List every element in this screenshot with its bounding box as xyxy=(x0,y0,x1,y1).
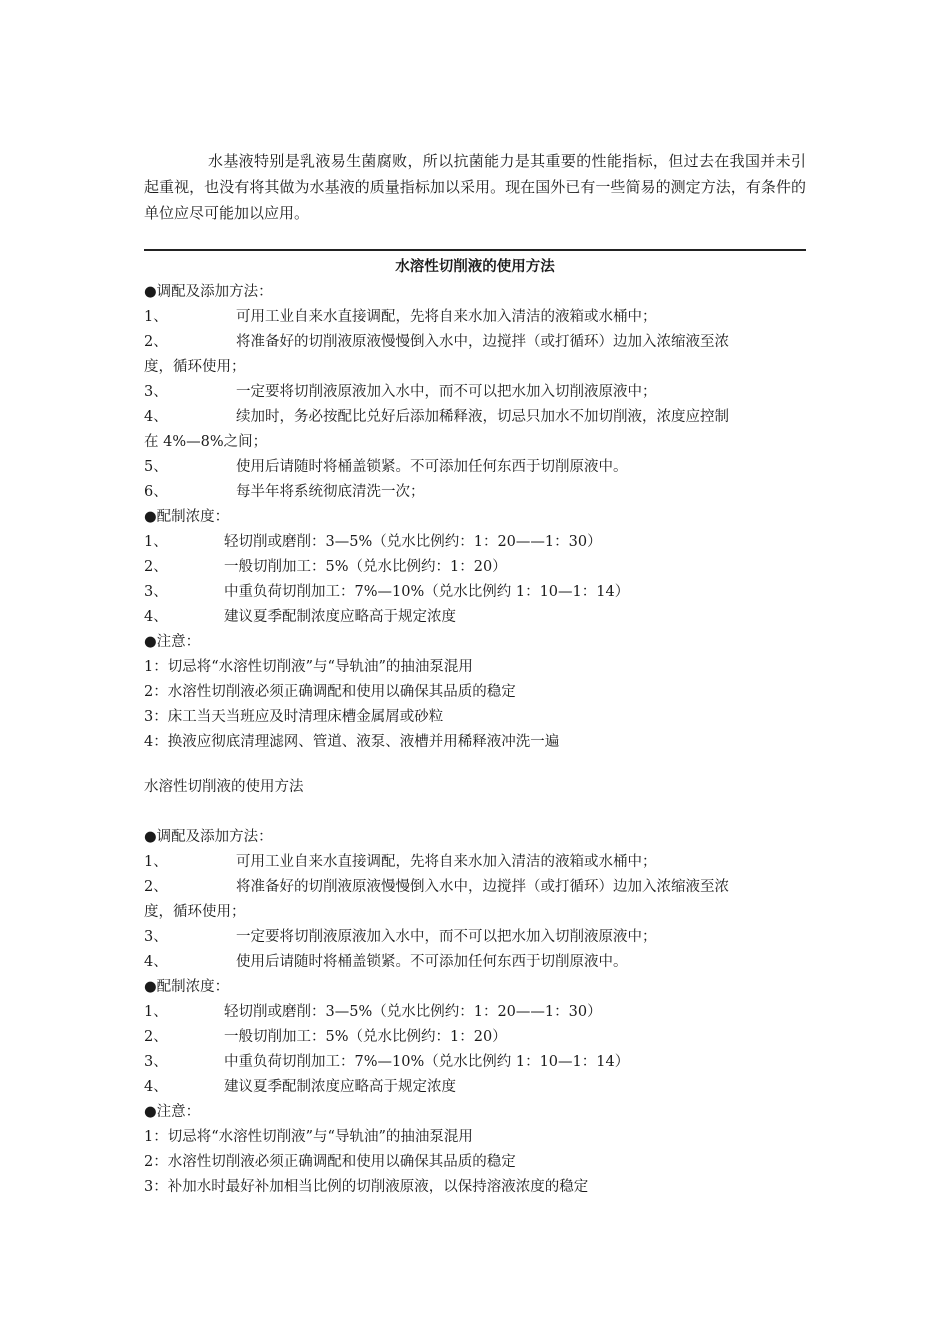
mix-heading: ●调配及添加方法： xyxy=(144,829,273,845)
list-item-continuation: 度，循环使用； xyxy=(144,904,246,920)
list-item: 4、 建议夏季配制浓度应略高于规定浓度 xyxy=(144,609,456,625)
mix-heading: ●调配及添加方法： xyxy=(144,284,273,300)
list-item: 5、 使用后请随时将桶盖锁紧。不可添加任何东西于切削原液中。 xyxy=(144,459,628,475)
intro-paragraph-wrap xyxy=(144,148,806,226)
list-item: 1、 可用工业自来水直接调配，先将自来水加入清洁的液箱或水桶中； xyxy=(144,309,657,325)
note-item: 1：切忌将“水溶性切削液”与“导轨油”的抽油泵混用 xyxy=(144,659,473,675)
section-title: 水溶性切削液的使用方法 xyxy=(395,259,555,275)
note-item: 3：床工当天当班应及时清理床槽金属屑或砂粒 xyxy=(144,709,444,725)
concentration-heading: ●配制浓度： xyxy=(144,979,230,995)
note-heading: ●注意： xyxy=(144,634,201,650)
list-item: 4、 建议夏季配制浓度应略高于规定浓度 xyxy=(144,1079,456,1095)
list-item: 2、 将准备好的切削液原液慢慢倒入水中，边搅拌（或打循环）边加入浓缩液至浓 xyxy=(144,879,729,895)
section-divider xyxy=(144,249,806,251)
list-item-continuation: 在 4%—8%之间； xyxy=(144,434,268,450)
list-item: 2、 将准备好的切削液原液慢慢倒入水中，边搅拌（或打循环）边加入浓缩液至浓 xyxy=(144,334,729,350)
list-item: 3、 一定要将切削液原液加入水中，而不可以把水加入切削液原液中； xyxy=(144,384,657,400)
list-item: 3、 中重负荷切削加工：7%—10%（兑水比例约 1：10—1：14） xyxy=(144,1054,630,1070)
concentration-heading: ●配制浓度： xyxy=(144,509,230,525)
list-item: 2、 一般切削加工：5%（兑水比例约：1：20） xyxy=(144,1029,507,1045)
note-heading: ●注意： xyxy=(144,1104,201,1120)
note-item: 3：补加水时最好补加相当比例的切削液原液，以保持溶液浓度的稳定 xyxy=(144,1179,589,1195)
note-item: 1：切忌将“水溶性切削液”与“导轨油”的抽油泵混用 xyxy=(144,1129,473,1145)
spacer xyxy=(144,800,806,825)
section-title: 水溶性切削液的使用方法 xyxy=(144,779,304,795)
list-item: 1、 轻切削或磨削：3—5%（兑水比例约：1：20——1：30） xyxy=(144,1004,602,1020)
note-item: 4：换液应彻底清理滤网、管道、液泵、液槽并用稀释液冲洗一遍 xyxy=(144,734,560,750)
list-item-continuation: 度，循环使用； xyxy=(144,359,246,375)
list-item: 3、 中重负荷切削加工：7%—10%（兑水比例约 1：10—1：14） xyxy=(144,584,630,600)
list-item: 4、 续加时，务必按配比兑好后添加稀释液，切忌只加水不加切削液，浓度应控制 xyxy=(144,409,729,425)
list-item: 1、 可用工业自来水直接调配，先将自来水加入清洁的液箱或水桶中； xyxy=(144,854,657,870)
list-item: 1、 轻切削或磨削：3—5%（兑水比例约：1：20——1：30） xyxy=(144,534,602,550)
list-item: 4、 使用后请随时将桶盖锁紧。不可添加任何东西于切削原液中。 xyxy=(144,954,628,970)
list-item: 6、 每半年将系统彻底清洗一次； xyxy=(144,484,425,500)
note-item: 2：水溶性切削液必须正确调配和使用以确保其品质的稳定 xyxy=(144,1154,516,1170)
section-2 xyxy=(144,775,806,1200)
list-item: 3、 一定要将切削液原液加入水中，而不可以把水加入切削液原液中； xyxy=(144,929,657,945)
list-item: 2、 一般切削加工：5%（兑水比例约：1：20） xyxy=(144,559,507,575)
section-1 xyxy=(144,255,806,755)
intro-paragraph: 水基液特别是乳液易生菌腐败，所以抗菌能力是其重要的性能指标，但过去在我国并未引起重视，也没有将其做为水基液的质量指标加以采用。现在国外已有一些简易的测定方法，有条件的单位应尽可能加以应用。 xyxy=(144,152,806,222)
note-item: 2：水溶性切削液必须正确调配和使用以确保其品质的稳定 xyxy=(144,684,516,700)
